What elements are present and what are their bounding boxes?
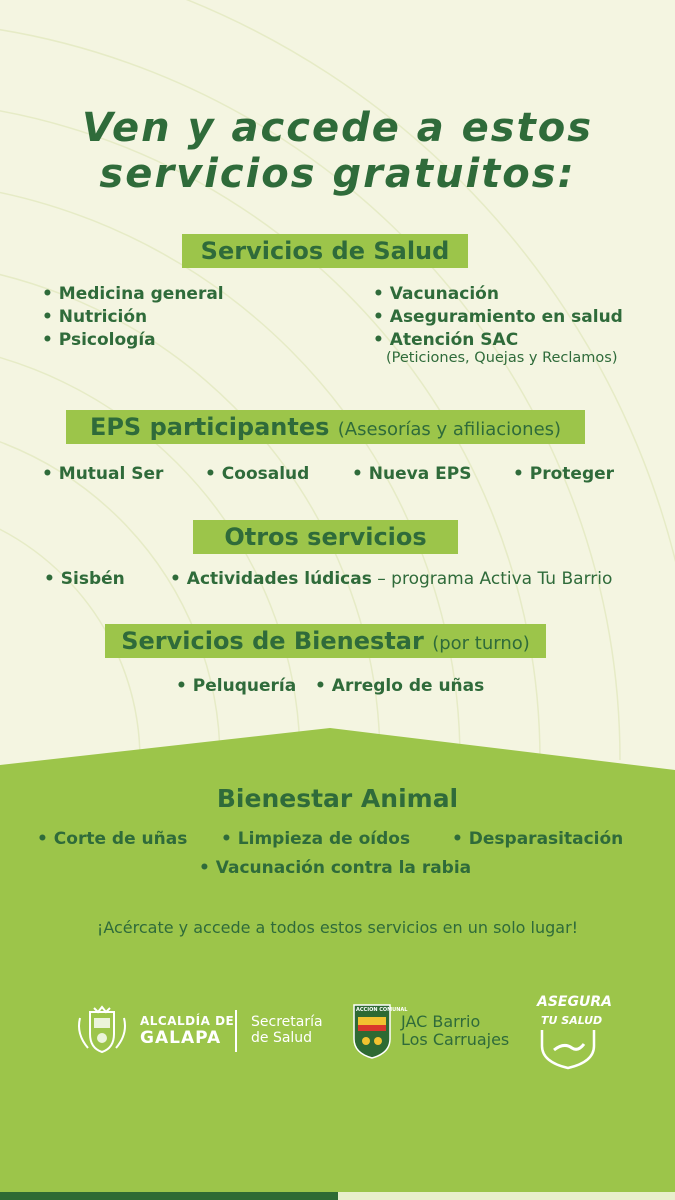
eps-item-proteger: • Proteger — [513, 464, 615, 484]
salud-item-nutricion: • Nutrición — [42, 307, 148, 327]
animal-item-vacunacion-rabia: • Vacunación contra la rabia — [199, 858, 472, 878]
galapa-label: GALAPA — [140, 1028, 222, 1048]
actividades-label: • Actividades lúdicas — [170, 569, 372, 589]
animal-heading: Bienestar Animal — [216, 784, 459, 813]
bienestar-heading-note: (por turno) — [432, 633, 530, 654]
bienestar-item-unas: • Arreglo de uñas — [315, 676, 485, 696]
otros-item-actividades — [170, 568, 612, 590]
eps-heading — [66, 410, 585, 444]
secretaria-line1: Secretaría — [251, 1014, 323, 1030]
asegura-tu-salud-logo — [534, 994, 612, 1072]
bienestar-item-peluqueria: • Peluquería — [176, 676, 297, 696]
eps-item-coosalud: • Coosalud — [205, 464, 310, 484]
salud-item-vacunacion: • Vacunación — [373, 284, 499, 304]
secretaria-line2: de Salud — [251, 1030, 313, 1046]
shield-hand-icon — [538, 1028, 598, 1070]
salud-item-psicologia: • Psicología — [42, 330, 156, 350]
actividades-programa: – programa Activa Tu Barrio — [371, 569, 613, 589]
salud-item-aseguramiento: • Aseguramiento en salud — [373, 307, 623, 327]
jac-badge-text: ACCION COMUNAL — [356, 1007, 408, 1013]
salud-heading: Servicios de Salud — [182, 234, 468, 268]
animal-item-limpieza: • Limpieza de oídos — [221, 829, 411, 849]
bottom-bar-dark — [0, 1192, 338, 1200]
eps-heading-text: EPS participantes — [89, 413, 330, 441]
jac-line2: Los Carruajes — [401, 1030, 510, 1049]
jac-shield-icon — [352, 1003, 408, 1059]
sac-note: (Peticiones, Quejas y Reclamos) — [386, 350, 618, 366]
bottom-bar-light — [338, 1192, 675, 1200]
animal-item-desparasitacion: • Desparasitación — [452, 829, 624, 849]
bienestar-heading-text: Servicios de Bienestar — [121, 627, 424, 655]
salud-item-medicina: • Medicina general — [42, 284, 224, 304]
eps-item-nueva-eps: • Nueva EPS — [352, 464, 472, 484]
asegura-line2: TU SALUD — [541, 1014, 603, 1027]
alcaldia-label: ALCALDÍA DE — [140, 1014, 235, 1028]
salud-item-atencion-sac: • Atención SAC — [373, 330, 519, 350]
logo-divider — [235, 1010, 237, 1052]
jac-line1: JAC Barrio — [401, 1012, 481, 1031]
page-title-line-2: servicios gratuitos: — [99, 151, 576, 197]
page-title-line-1: Ven y accede a estos — [81, 105, 594, 151]
call-to-action: ¡Acércate y accede a todos estos servicios en un solo lugar! — [96, 918, 579, 937]
otros-heading: Otros servicios — [193, 520, 458, 554]
otros-item-sisben: • Sisbén — [44, 569, 125, 589]
eps-heading-note: (Asesorías y afiliaciones) — [337, 419, 562, 440]
eps-item-mutual-ser: • Mutual Ser — [42, 464, 164, 484]
bienestar-heading — [105, 624, 546, 658]
galapa-coat-of-arms-icon — [72, 1004, 132, 1056]
animal-item-corte: • Corte de uñas — [37, 829, 188, 849]
asegura-line1: ASEGURA — [537, 994, 612, 1010]
